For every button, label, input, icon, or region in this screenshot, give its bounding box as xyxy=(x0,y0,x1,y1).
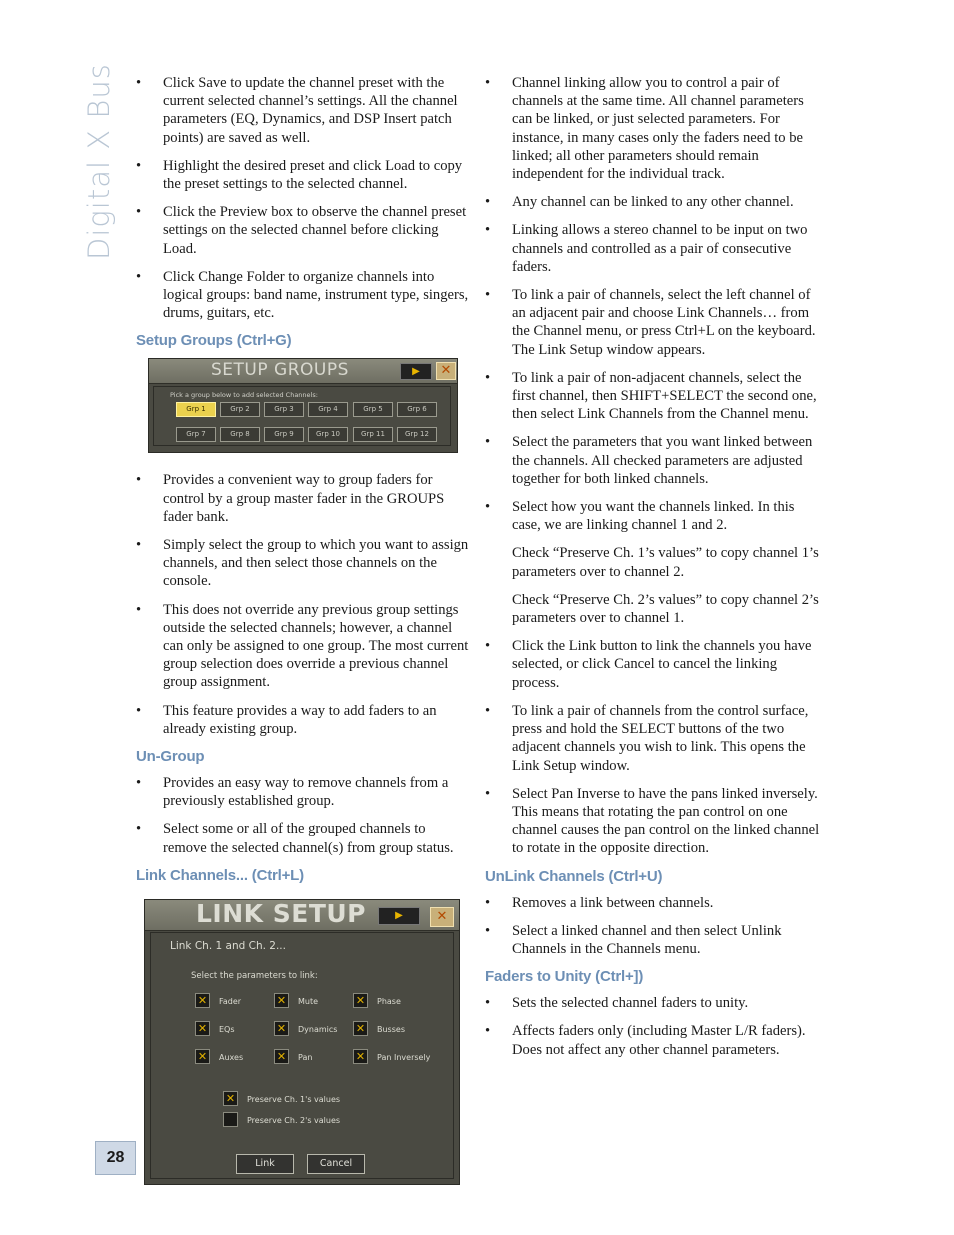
link-prompt: Select the parameters to link: xyxy=(191,971,318,981)
list-item: • Channel linking allow you to control a pair of channels at the same time. All channel parameters can be linked, or just selected parameters. For instance, in many cases only the faders need to be linked; all other parameters should remain independent for the individual track. xyxy=(485,74,821,183)
link-channels-heading: Link Channels... (Ctrl+L) xyxy=(136,866,304,884)
list-item: • Select Pan Inverse to have the pans linked inversely. This means that rotating the pan control on one channel causes the pan control on the linked channel to rotate in the opposite direction. xyxy=(485,785,821,858)
list-item: • To link a pair of channels, select the left channel of an adjacent pair and choose Link Channels… from the Channel menu, or press Ctrl+L on the keyboard. The Link Setup window appears. xyxy=(485,286,821,359)
list-item: • Click Save to update the channel preset with the current selected channel’s settings. All the channel parameters (EQ, Dynamics, and DSP Insert patch points) are saved as well. xyxy=(136,74,470,147)
dialog-title: LINK SETUP xyxy=(196,899,366,928)
pan-label: Pan xyxy=(298,1053,313,1062)
link-bullets-a xyxy=(485,74,821,534)
arrow-icon[interactable]: ▶ xyxy=(400,363,432,380)
setup-groups-body xyxy=(153,386,451,446)
list-item: • Affects faders only (including Master L/R faders). Does not affect any other channel parameters. xyxy=(485,1022,821,1058)
phase-checkbox[interactable]: ✕ xyxy=(353,993,368,1008)
link-setup-titlebar xyxy=(145,900,459,931)
preserve-ch1-paragraph: Check “Preserve Ch. 1’s values” to copy channel 1’s parameters over to channel 2. xyxy=(512,545,819,580)
setup-groups-dialog xyxy=(148,358,458,453)
fader-label: Fader xyxy=(219,997,242,1006)
list-item: • This does not override any previous group settings outside the selected channels; however, a channel can only be assigned to one group. The most current group selection does override a previous channel group assignment. xyxy=(136,601,470,692)
auxes-label: Auxes xyxy=(219,1053,244,1062)
close-icon[interactable]: ✕ xyxy=(436,362,456,380)
dynamics-checkbox[interactable]: ✕ xyxy=(274,1021,289,1036)
mute-checkbox[interactable]: ✕ xyxy=(274,993,289,1008)
pan-inversely-checkbox[interactable]: ✕ xyxy=(353,1049,368,1064)
cancel-button[interactable]: Cancel xyxy=(307,1154,365,1174)
group-button-grp-1[interactable]: Grp 1 xyxy=(176,402,216,417)
list-item: • To link a pair of non-adjacent channels, select the first channel, then SHIFT+SELECT the second one, then select Link Channels from the Channel menu. xyxy=(485,369,821,424)
list-item: • Sets the selected channel faders to unity. xyxy=(485,994,821,1012)
group-button-grp-5[interactable]: Grp 5 xyxy=(353,402,393,417)
dialog-title: SETUP GROUPS xyxy=(211,360,349,381)
group-button-grp-2[interactable]: Grp 2 xyxy=(220,402,260,417)
arrow-icon[interactable]: ▶ xyxy=(378,907,420,925)
list-item: • To link a pair of channels from the control surface, press and hold the SELECT buttons of the two adjacent channels you wish to link. This opens the Link Setup window. xyxy=(485,702,821,775)
setup-groups-heading: Setup Groups (Ctrl+G) xyxy=(136,332,292,350)
auxes-checkbox[interactable]: ✕ xyxy=(195,1049,210,1064)
group-button-grp-7[interactable]: Grp 7 xyxy=(176,427,216,442)
group-button-grp-6[interactable]: Grp 6 xyxy=(397,402,437,417)
preserve-ch2-label: Preserve Ch. 2's values xyxy=(247,1116,341,1125)
list-item: • Provides an easy way to remove channels from a previously established group. xyxy=(136,774,470,810)
left-column xyxy=(136,74,470,893)
preserve-ch1-label: Preserve Ch. 1's values xyxy=(247,1095,341,1104)
list-item: • Click the Preview box to observe the channel preset settings on the selected channel before clicking Load. xyxy=(136,203,470,258)
group-button-grp-3[interactable]: Grp 3 xyxy=(264,402,304,417)
list-item: • Click the Link button to link the channels you have selected, or click Cancel to cancel the linking process. xyxy=(485,637,821,692)
eqs-checkbox[interactable]: ✕ xyxy=(195,1021,210,1036)
pan-inversely-label: Pan Inversely xyxy=(377,1053,431,1062)
link-subtitle: Link Ch. 1 and Ch. 2... xyxy=(170,940,286,952)
faders-to-unity-heading: Faders to Unity (Ctrl+]) xyxy=(485,968,644,986)
list-item: • Removes a link between channels. xyxy=(485,894,821,912)
busses-label: Busses xyxy=(377,1025,405,1034)
intro-bullets xyxy=(136,74,470,322)
setup-groups-hint: Pick a group below to add selected Channels: xyxy=(170,391,318,400)
right-column xyxy=(485,74,821,1069)
ungroup-bullets xyxy=(136,774,470,857)
list-item: • Simply select the group to which you want to assign channels, and then select those channels on the console. xyxy=(136,536,470,591)
preserve-ch2-paragraph: Check “Preserve Ch. 2’s values” to copy channel 2’s parameters over to channel 1. xyxy=(512,591,819,627)
phase-label: Phase xyxy=(377,997,401,1006)
unlink-heading: UnLink Channels (Ctrl+U) xyxy=(485,867,663,885)
group-button-grp-8[interactable]: Grp 8 xyxy=(220,427,260,442)
list-item: • Select a linked channel and then select Unlink Channels in the Channels menu. xyxy=(485,922,821,958)
dynamics-label: Dynamics xyxy=(298,1025,338,1034)
setup-groups-titlebar xyxy=(149,359,457,384)
pan-checkbox[interactable]: ✕ xyxy=(274,1049,289,1064)
list-item: • Select the parameters that you want linked between the channels. All checked parameters are adjusted together for both linked channels. xyxy=(485,433,821,488)
setup-groups-bullets xyxy=(136,471,470,738)
fader-checkbox[interactable]: ✕ xyxy=(195,993,210,1008)
busses-checkbox[interactable]: ✕ xyxy=(353,1021,368,1036)
list-item: • Highlight the desired preset and click Load to copy the preset settings to the selected channel. xyxy=(136,157,470,193)
ungroup-heading: Un-Group xyxy=(136,748,205,766)
group-button-grp-10[interactable]: Grp 10 xyxy=(308,427,348,442)
list-item: • Click Change Folder to organize channels into logical groups: band name, instrument type, singers, drums, guitars, etc. xyxy=(136,268,470,323)
mute-label: Mute xyxy=(298,997,319,1006)
eqs-label: EQs xyxy=(219,1025,235,1034)
group-button-grp-12[interactable]: Grp 12 xyxy=(397,427,437,442)
list-item: • Select some or all of the grouped channels to remove the selected channel(s) from group status. xyxy=(136,820,470,856)
side-title-text: Digital X Bus xyxy=(82,63,116,260)
group-button-grp-4[interactable]: Grp 4 xyxy=(308,402,348,417)
group-button-grp-9[interactable]: Grp 9 xyxy=(264,427,304,442)
link-button[interactable]: Link xyxy=(236,1154,294,1174)
list-item: • Provides a convenient way to group faders for control by a group master fader in the GROUPS fader bank. xyxy=(136,471,470,526)
unity-bullets xyxy=(485,994,821,1059)
list-item: • This feature provides a way to add faders to an already existing group. xyxy=(136,702,470,738)
list-item: • Select how you want the channels linked. In this case, we are linking channel 1 and 2. xyxy=(485,498,821,534)
preserve-ch2-checkbox[interactable] xyxy=(223,1112,238,1127)
link-setup-body xyxy=(150,932,454,1179)
side-title xyxy=(82,63,132,260)
unlink-bullets xyxy=(485,894,821,959)
list-item: • Any channel can be linked to any other channel. xyxy=(485,193,821,211)
preserve-ch1-checkbox[interactable]: ✕ xyxy=(223,1091,238,1106)
link-bullets-b xyxy=(485,637,821,857)
group-button-grp-11[interactable]: Grp 11 xyxy=(353,427,393,442)
page-number: 28 xyxy=(95,1141,136,1175)
link-setup-dialog xyxy=(144,899,460,1185)
close-icon[interactable]: ✕ xyxy=(430,907,454,927)
list-item: • Linking allows a stereo channel to be input on two channels and controlled as a pair of consecutive faders. xyxy=(485,221,821,276)
